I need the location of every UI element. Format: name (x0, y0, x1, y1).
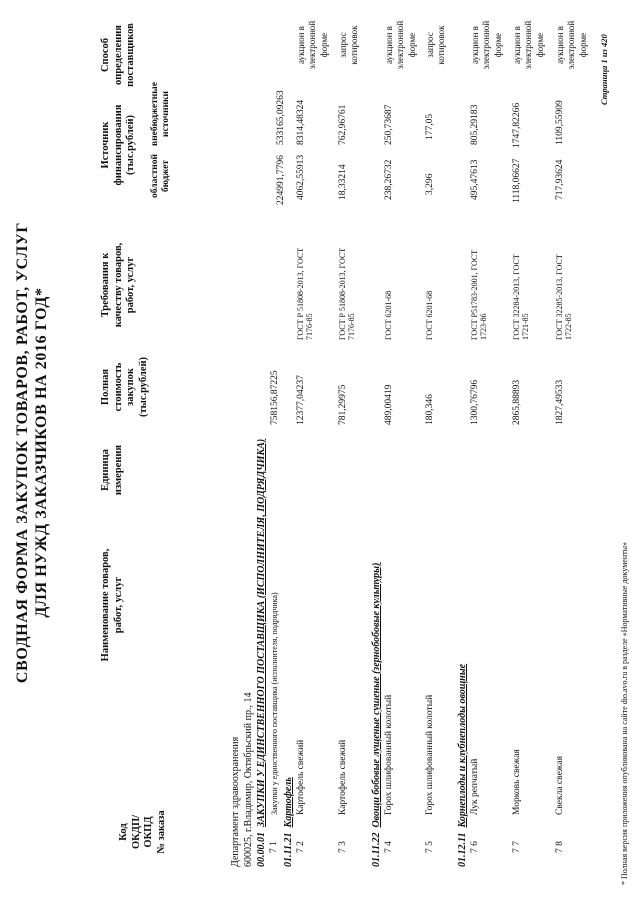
header-method: Способ определения поставщиков (100, 23, 137, 87)
row-code: 7 3 (338, 841, 348, 853)
footnote: * Полная версия приложения опубликована на сайте dio.avo.ru в разделе «Нормативные документы» (620, 542, 629, 885)
organization-name: Департамент здравоохранения (230, 736, 241, 867)
row-item-name: Лук репчатый (470, 758, 480, 815)
section-heading: 01.11.22 Овощи бобовые лущеные сушеные (зернобобовые культуры) (371, 562, 382, 867)
row-total-cost: 489,00419 (384, 384, 394, 425)
row-regional-budget: 4062,55913 (296, 154, 306, 200)
row-offbudget: 250,73687 (384, 104, 394, 145)
row-offbudget: 8314,48324 (296, 99, 306, 145)
row-offbudget: 805,29183 (470, 104, 480, 145)
row-procurement-method: аукцион в электронной форме (470, 20, 503, 70)
row-total-cost: 758156,87225 (270, 370, 280, 425)
row-offbudget: 762,96761 (338, 104, 348, 145)
row-total-cost: 180,346 (425, 394, 435, 425)
row-code: 7 5 (425, 841, 435, 853)
row-total-cost: 2865,88893 (512, 379, 522, 425)
row-code: 7 2 (296, 841, 306, 853)
row-item-name: Картофель свежий (296, 739, 306, 815)
row-regional-budget: 717,93624 (555, 159, 565, 200)
row-code: 7 4 (384, 841, 394, 853)
section-heading: 01.11.21 Картофель (283, 777, 294, 867)
header-requirements: Требования к качеству товаров, работ, услуг (100, 242, 137, 328)
row-offbudget: 1109,55909 (555, 100, 565, 145)
section-heading: 00.00.01 ЗАКУПКИ У ЕДИНСТВЕННОГО ПОСТАВЩИКА (ИСПОЛНИТЕЛЯ, ПОДРЯДЧИКА) (256, 438, 267, 867)
row-requirements: ГОСТ 32284-2013, ГОСТ 1721-85 (512, 254, 531, 340)
section-heading: 01.12.11 Корнеплоды и клубнеплоды овощные (457, 663, 468, 867)
row-item-name: Морковь свежая (512, 749, 522, 815)
row-item-name: Картофель свежий (338, 739, 348, 815)
row-procurement-method: запрос котировок (425, 25, 447, 65)
header-source-offbudget: внебюджетные источники (150, 82, 171, 146)
row-requirements: ГОСТ 32285-2013, ГОСТ 1722-85 (555, 254, 574, 340)
row-procurement-method: аукцион в электронной форме (296, 20, 329, 70)
row-code: 7 6 (470, 841, 480, 853)
row-requirements: ГОСТ Р 51808-2013, ГОСТ 7176-85 (338, 247, 357, 340)
page-number: Страница 1 из 420 (599, 34, 609, 105)
row-offbudget: 1747,82266 (512, 102, 522, 148)
row-regional-budget: 495,47613 (470, 159, 480, 200)
row-regional-budget: 1118,06627 (512, 158, 522, 203)
header-cost: Полная стоимость закупок (тыс.рублей) (100, 356, 149, 418)
row-offbudget: 177,05 (425, 113, 435, 140)
row-procurement-method: запрос котировок (338, 25, 360, 65)
header-unit: Единица измерения (100, 444, 124, 496)
row-requirements: ГОСТ 6201-68 (425, 290, 434, 340)
row-code: 7 8 (555, 841, 565, 853)
row-regional-budget: 3,296 (425, 173, 435, 195)
row-total-cost: 781,29975 (338, 384, 348, 425)
row-total-cost: 1300,76796 (470, 379, 480, 425)
row-requirements: ГОСТ 6201-68 (384, 290, 393, 340)
row-procurement-method: аукцион в электронной форме (512, 20, 545, 70)
row-code: 7 7 (512, 841, 522, 853)
document-title-line-1: СВОДНАЯ ФОРМА ЗАКУПОК ТОВАРОВ, РАБОТ, УСЛУГ (14, 221, 31, 684)
row-regional-budget: 18,33214 (338, 164, 348, 200)
row-item-name: Свекла свежая (555, 756, 565, 815)
header-funding-source: Источник финансирования (тыс.рублей) (100, 104, 137, 186)
row-code: 7 1 (269, 841, 279, 853)
row-total-cost: 1827,49533 (555, 379, 565, 425)
row-item-name: Горох шлифованный колотый (384, 694, 394, 815)
row-offbudget: 533165,09263 (276, 90, 286, 145)
row-item-name: Закупки у единственного поставщика (исполнителя, подрядчика) (270, 592, 279, 815)
row-regional-budget: 238,26732 (384, 159, 394, 200)
row-procurement-method: аукцион в электронной форме (555, 20, 588, 70)
row-procurement-method: аукцион в электронной форме (384, 20, 417, 70)
header-name: Наименование товаров, работ, услуг (100, 548, 124, 662)
organization-address: 600025, г.Владимир, Октябрьский пр., 14 (243, 692, 254, 867)
row-requirements: ГОСТ Р51783-2001, ГОСТ 1723-86 (470, 249, 489, 340)
row-requirements: ГОСТ Р 51808-2013, ГОСТ 7176-85 (296, 247, 315, 340)
header-code: Код ОКДП/ ОКПД № заказа (118, 810, 167, 854)
row-total-cost: 12377,04237 (296, 375, 306, 425)
row-regional-budget: 224991,7796 (276, 155, 286, 205)
row-item-name: Горох шлифованный колотый (425, 694, 435, 815)
header-source-regional: областной бюджет (150, 154, 171, 198)
document-title-line-2: ДЛЯ НУЖД ЗАКАЗЧИКОВ НА 2016 ГОД* (33, 287, 50, 618)
